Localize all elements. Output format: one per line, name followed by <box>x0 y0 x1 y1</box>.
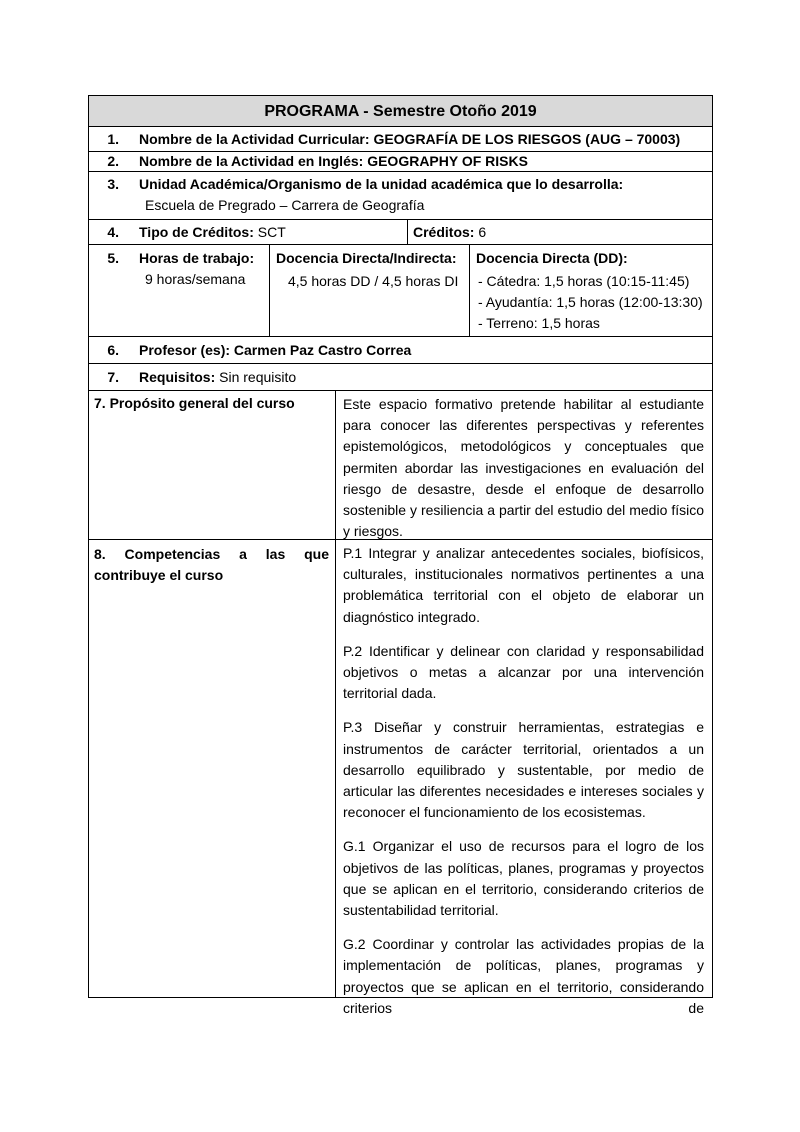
dd-label: Docencia Directa (DD): <box>476 250 628 266</box>
competencia-p2: P.2 Identificar y delinear con claridad y responsabilidad objetivos o metas a alcanzar por una intervención territorial dada. <box>343 642 704 702</box>
item-1-label: Nombre de la Actividad Curricular: <box>139 131 370 147</box>
item-1-row <box>88 127 713 152</box>
item-5-row <box>88 245 713 337</box>
item-5-label: Horas de trabajo: <box>139 250 255 266</box>
item-3-row <box>88 172 713 220</box>
item-7-label: Requisitos: <box>139 369 216 385</box>
item-4-credit-type-cell <box>89 220 407 244</box>
item-1-number: 1. <box>107 131 119 147</box>
item-3-number: 3. <box>107 176 119 192</box>
program-title: PROGRAMA - Semestre Otoño 2019 <box>264 103 537 120</box>
competencia-p3: P.3 Diseñar y construir herramientas, estrategias e instrumentos de carácter territorial, orientados a un desarrollo equilibrado y sustentable, por medio de articular las diferentes necesidades e intereses sociales y reconocer el funcionamiento de los ecosistemas. <box>343 719 704 821</box>
item-7-value: Sin requisito <box>219 369 297 385</box>
item-6-row <box>88 337 713 364</box>
item-5-dd-cell <box>469 245 712 336</box>
proposito-text: Este espacio formativo pretende habilitar al estudiante para conocer las diferentes perspectivas y referentes epistemológicos, metodológicos y conceptuales que permiten abordar las investigaciones en evaluación del riesgo de desastre, desde el enfoque de desarrollo sostenible y resiliencia a partir del estudio del medio físico y riesgos. <box>343 396 704 540</box>
dd-item-terreno: - Terreno: 1,5 horas <box>478 315 600 331</box>
item-2-label: Nombre de la Actividad en Inglés: <box>139 153 364 169</box>
item-2-row <box>88 152 713 172</box>
credits-label: Créditos: <box>413 224 475 240</box>
item-6-label: Profesor (es): Carmen Paz Castro Correa <box>139 342 412 358</box>
item-3-label: Unidad Académica/Organismo de la unidad académica que lo desarrolla: <box>139 176 624 192</box>
dd-item-catedra: - Cátedra: 1,5 horas (10:15-11:45) <box>478 273 690 289</box>
competencias-text-cell <box>335 540 712 1016</box>
item-5-value: 9 horas/semana <box>145 271 246 287</box>
competencias-label-cell <box>89 540 335 997</box>
competencias-label-line2: contribuye el curso <box>94 567 224 583</box>
item-4-credits-cell <box>407 220 712 244</box>
item-5-hours-cell <box>89 245 269 336</box>
dd-di-value: 4,5 horas DD / 4,5 horas DI <box>288 273 459 289</box>
competencias-label-line1: 8. Competencias a las que <box>94 546 329 562</box>
proposito-label: 7. Propósito general del curso <box>94 395 295 411</box>
competencia-p1: P.1 Integrar y analizar antecedentes sociales, biofísicos, culturales, institucionales normativos pertinentes a una problemática territorial con el objeto de elaborar un diagnóstico integrado. <box>343 545 704 625</box>
item-2-value: GEOGRAPHY OF RISKS <box>367 153 528 169</box>
item-4-label: Tipo de Créditos: <box>139 224 254 240</box>
item-3-value: Escuela de Pregrado – Carrera de Geografía <box>145 197 425 213</box>
dd-di-label: Docencia Directa/Indirecta: <box>276 250 457 266</box>
item-4-value: SCT <box>257 224 286 240</box>
program-title-row <box>88 95 713 127</box>
competencia-g1: G.1 Organizar el uso de recursos para el logro de los objetivos de las políticas, planes, programas y proyectos que se aplican en el territorio, considerando criterios de sustentabilidad territorial. <box>343 838 704 919</box>
competencia-g2: G.2 Coordinar y controlar las actividades propias de la implementación de políticas, planes, programas y proyectos que se aplican en el territorio, considerando criterios de <box>343 936 704 1016</box>
item-5-dd-di-cell <box>269 245 469 336</box>
item-4-row <box>88 220 713 245</box>
credits-value: 6 <box>478 224 487 240</box>
competencias-label <box>94 544 329 586</box>
item-1-value: GEOGRAFÍA DE LOS RIESGOS (AUG – 70003) <box>373 131 681 147</box>
item-4-number: 4. <box>107 224 119 240</box>
dd-list <box>476 271 712 334</box>
proposito-label-cell <box>89 391 335 539</box>
item-7-number: 7. <box>107 369 119 385</box>
program-table <box>88 95 713 1016</box>
competencias-row <box>88 540 713 1016</box>
proposito-text-cell <box>335 391 712 539</box>
item-6-number: 6. <box>107 342 119 358</box>
dd-item-ayudantia: - Ayudantía: 1,5 horas (12:00-13:30) <box>478 294 703 310</box>
proposito-row <box>88 391 713 540</box>
item-2-number: 2. <box>107 153 119 169</box>
item-7-row <box>88 364 713 391</box>
item-5-number: 5. <box>107 250 119 266</box>
